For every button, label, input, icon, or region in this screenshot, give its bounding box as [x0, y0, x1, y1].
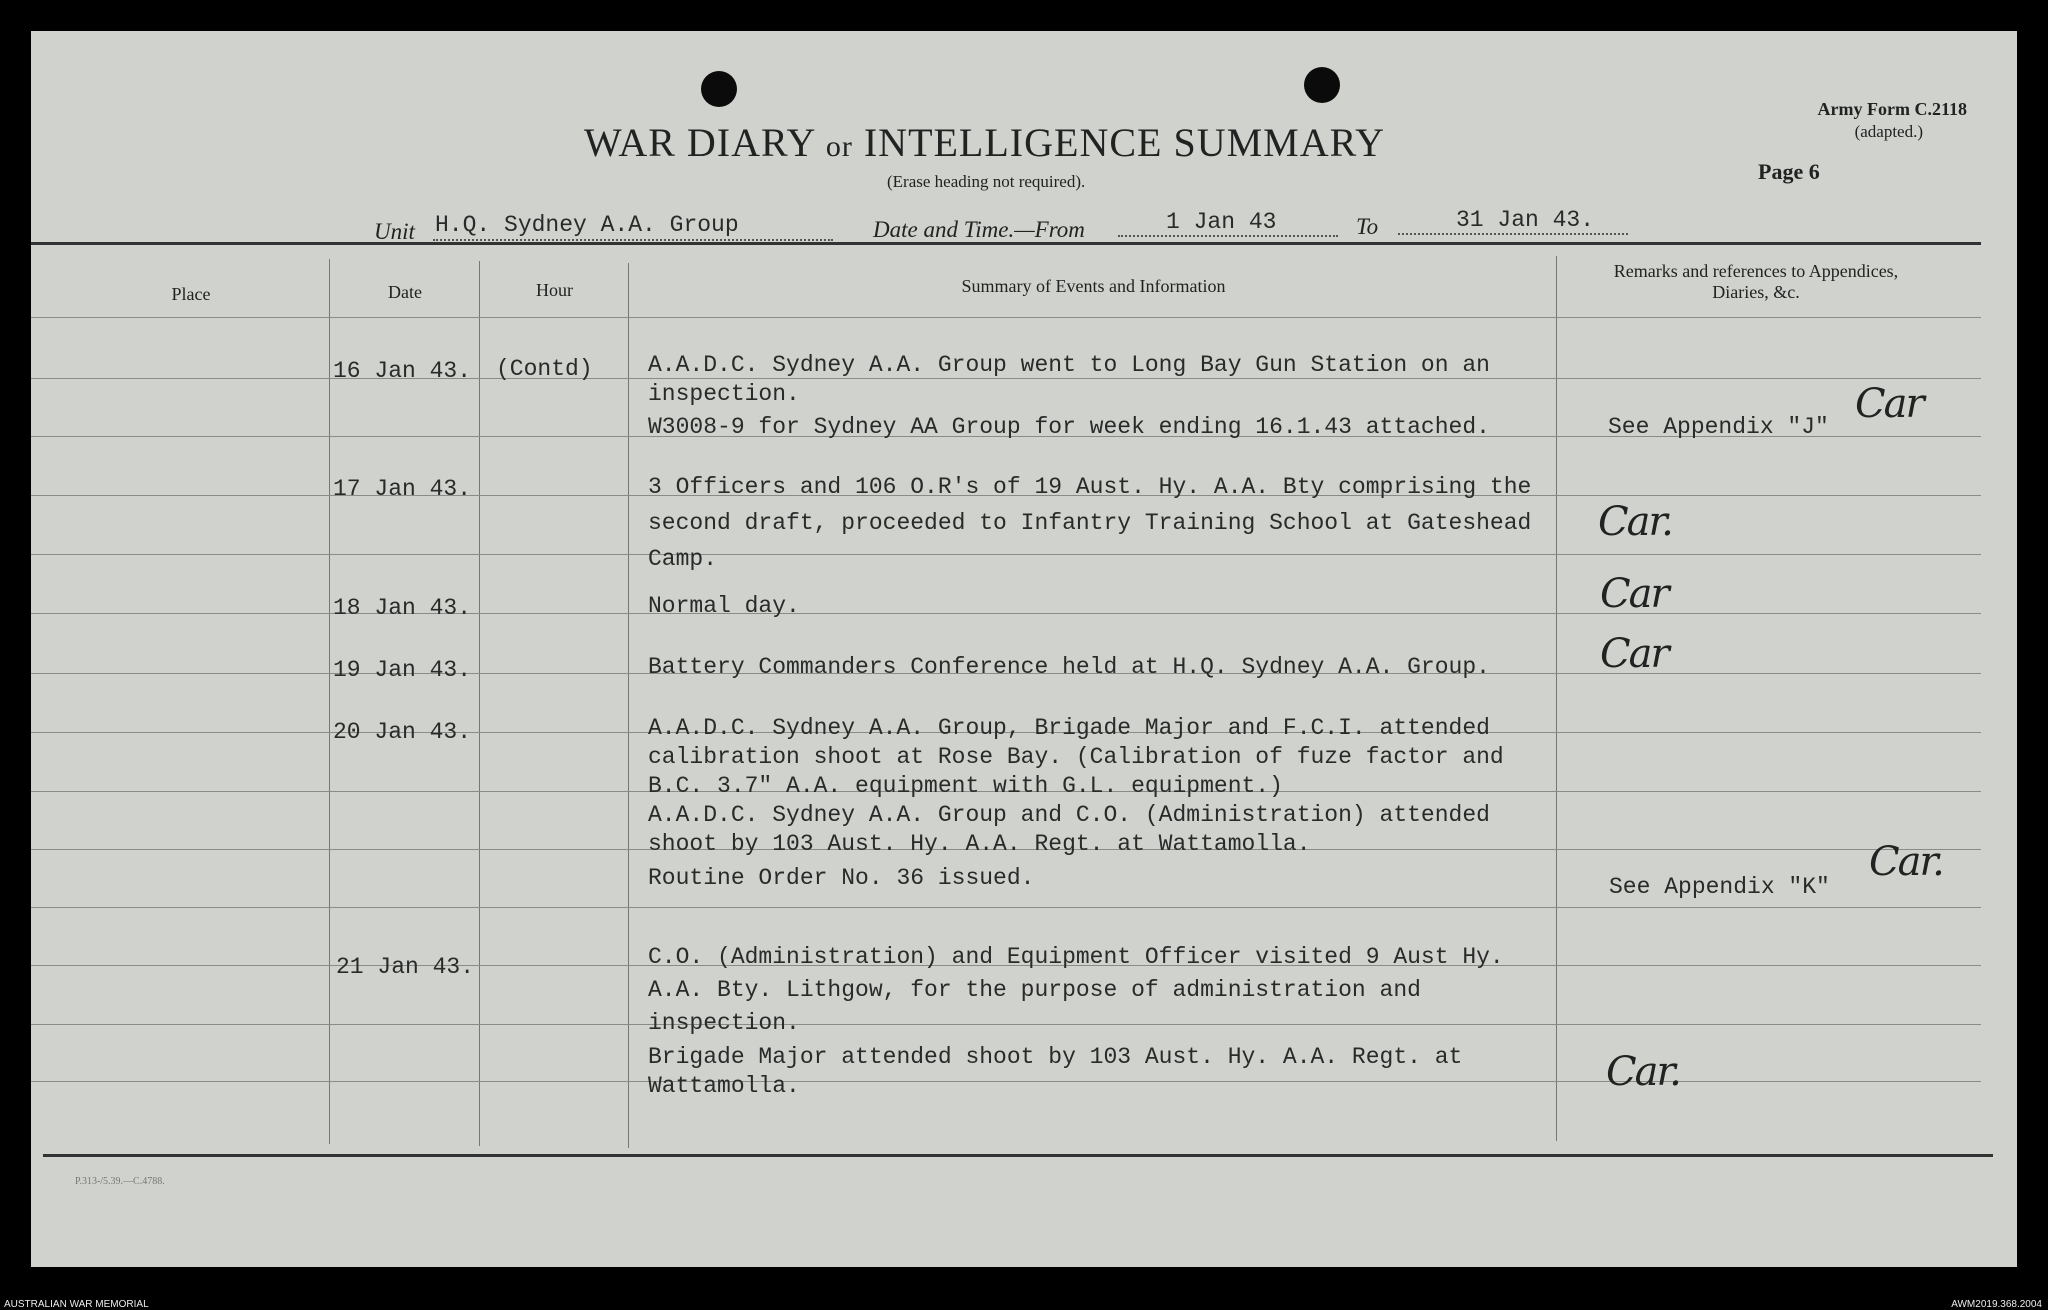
column-header-hour: Hour [536, 280, 573, 300]
entry-date: 20 Jan 43. [333, 719, 472, 745]
entry-date: 18 Jan 43. [333, 595, 472, 621]
date-label: Date and Time.—From [873, 217, 1085, 242]
table-top-rule [31, 242, 1981, 245]
punch-hole-left [701, 71, 737, 107]
table-bottom-rule [43, 1154, 1993, 1157]
entry-summary: C.O. (Administration) and Equipment Officer visited 9 Aust Hy. A.A. Bty. Lithgow, for the purpose of administration and inspection. [648, 944, 1504, 1036]
to-value: 31 Jan 43. [1456, 207, 1595, 233]
to-label: To [1356, 214, 1379, 239]
entry-summary: W3008-9 for Sydney AA Group for week ending 16.1.43 attached. [648, 414, 1490, 440]
entry-remark: See Appendix "K" [1609, 874, 1830, 900]
entry-date: 19 Jan 43. [333, 657, 472, 683]
entry-hour: (Contd) [496, 356, 593, 382]
entry-date: 21 Jan 43. [336, 954, 475, 980]
entry-summary: Normal day. [648, 593, 800, 619]
column-header-summary: Summary of Events and Information [961, 276, 1226, 296]
diary-sheet [31, 31, 2017, 1267]
entry-date: 17 Jan 43. [333, 476, 472, 502]
page-subtitle: (Erase heading not required). [887, 172, 1086, 191]
handwritten-initials: Car. [1598, 499, 1672, 545]
entry-summary: A.A.D.C. Sydney A.A. Group, Brigade Major and F.C.I. attended calibration shoot at Rose Bay. (Calibration of fuze factor and B.C. 3.7" A.A. equipment with G.L. equipment.) [648, 715, 1504, 799]
handwritten-initials: Car. [1869, 839, 1943, 885]
entry-summary: A.A.D.C. Sydney A.A. Group went to Long Bay Gun Station on an inspection. [648, 352, 1490, 407]
footer-right: AWM2019.368.2004 [1951, 1299, 2042, 1310]
footer-left: AUSTRALIAN WAR MEMORIAL [4, 1299, 149, 1310]
entry-remark: See Appendix "J" [1608, 414, 1829, 440]
entry-summary: Battery Commanders Conference held at H.Q. Sydney A.A. Group. [648, 654, 1490, 680]
entry-summary: Routine Order No. 36 issued. [648, 865, 1035, 891]
title-part-a: WAR DIARY [584, 120, 815, 165]
page-title [584, 119, 1385, 166]
handwritten-initials: Car. [1606, 1049, 1680, 1095]
unit-value: H.Q. Sydney A.A. Group [435, 212, 739, 238]
entry-summary: A.A.D.C. Sydney A.A. Group and C.O. (Administration) attended shoot by 103 Aust. Hy. A.A. Regt. at Wattamolla. [648, 802, 1490, 857]
print-code: P.313-/5.39.—C.4788. [75, 1176, 165, 1187]
punch-hole-right [1304, 67, 1340, 103]
handwritten-initials: Car [1855, 381, 1923, 427]
entry-summary: 3 Officers and 106 O.R's of 19 Aust. Hy. A.A. Bty comprising the second draft, proceeded to Infantry Training School at Gateshead Camp. [648, 474, 1532, 572]
form-note: (adapted.) [1854, 122, 1923, 141]
column-header-remarks: Remarks and references to Appendices, Diaries, &c. [1613, 261, 1899, 302]
entry-date: 16 Jan 43. [333, 358, 472, 384]
handwritten-initials: Car [1600, 631, 1668, 677]
from-value: 1 Jan 43 [1166, 209, 1277, 235]
form-number: Army Form C.2118 [1817, 99, 1967, 119]
column-header-place: Place [171, 284, 211, 304]
title-or: or [825, 130, 853, 163]
handwritten-initials: Car [1600, 571, 1668, 617]
page-number: Page 6 [1758, 159, 1820, 184]
column-header-date: Date [388, 282, 422, 302]
unit-label: Unit [374, 219, 415, 244]
entry-summary: Brigade Major attended shoot by 103 Aust. Hy. A.A. Regt. at Wattamolla. [648, 1044, 1463, 1099]
title-part-b: INTELLIGENCE SUMMARY [863, 120, 1385, 165]
